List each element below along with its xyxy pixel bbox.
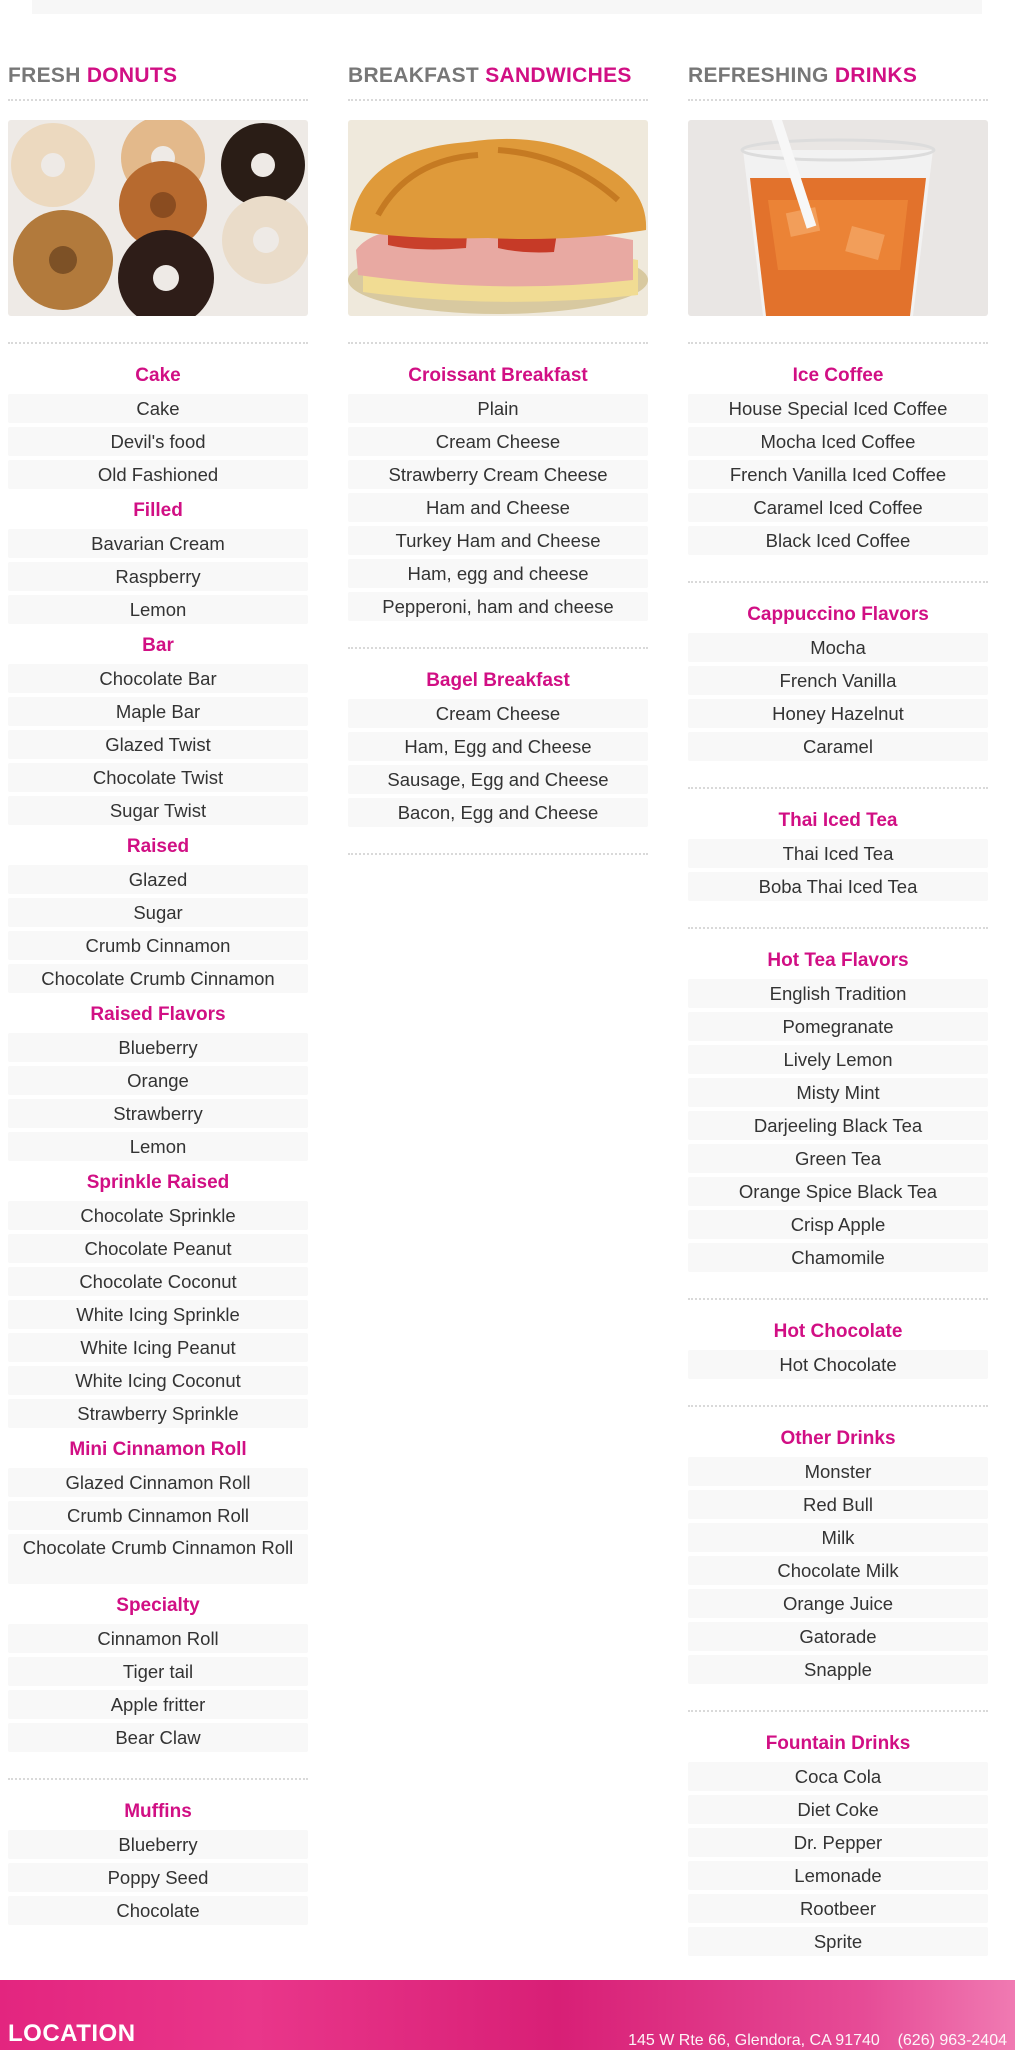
menu-item: Thai Iced Tea xyxy=(688,839,988,868)
menu-item: Ham, Egg and Cheese xyxy=(348,732,648,761)
menu-item: Chocolate Crumb Cinnamon Roll xyxy=(8,1534,308,1584)
menu-item: Boba Thai Iced Tea xyxy=(688,872,988,901)
menu-item: Turkey Ham and Cheese xyxy=(348,526,648,555)
section-heading: Ice Coffee xyxy=(792,365,884,386)
menu-item: Devil's food xyxy=(8,427,308,456)
divider xyxy=(348,342,648,344)
divider xyxy=(688,1710,988,1712)
menu-item: Chocolate Milk xyxy=(688,1556,988,1585)
menu-item: Crumb Cinnamon Roll xyxy=(8,1501,308,1530)
divider xyxy=(8,1778,308,1780)
section-list xyxy=(348,358,648,855)
menu-item: Chamomile xyxy=(688,1243,988,1272)
donuts-column xyxy=(8,60,308,1929)
menu-item: Maple Bar xyxy=(8,697,308,726)
section-heading: Bar xyxy=(142,635,174,656)
menu-item: Ham, egg and cheese xyxy=(348,559,648,588)
section-heading: Cake xyxy=(135,365,181,386)
menu-item: Lemonade xyxy=(688,1861,988,1890)
menu-item: Poppy Seed xyxy=(8,1863,308,1892)
section-heading: Muffins xyxy=(124,1801,192,1822)
menu-item: Pomegranate xyxy=(688,1012,988,1041)
menu-item: Mocha Iced Coffee xyxy=(688,427,988,456)
menu-item: Lemon xyxy=(8,1132,308,1161)
menu-item: Gatorade xyxy=(688,1622,988,1651)
donuts-photo xyxy=(8,120,308,316)
footer-contact xyxy=(628,2032,1007,2050)
menu-item: Ham and Cheese xyxy=(348,493,648,522)
sandwich-photo xyxy=(348,120,648,316)
menu-item: Orange Spice Black Tea xyxy=(688,1177,988,1206)
menu-item: Monster xyxy=(688,1457,988,1486)
phone-link[interactable]: (626) 963-2404 xyxy=(897,2032,1007,2049)
section-heading: Sprinkle Raised xyxy=(86,1172,230,1193)
menu-item: Crumb Cinnamon xyxy=(8,931,308,960)
menu-item: Bear Claw xyxy=(8,1723,308,1752)
section-heading: Raised Flavors xyxy=(90,1004,226,1025)
menu-item: Coca Cola xyxy=(688,1762,988,1791)
section-heading: Mini Cinnamon Roll xyxy=(69,1439,247,1460)
menu-item: Green Tea xyxy=(688,1144,988,1173)
section-heading: Croissant Breakfast xyxy=(408,365,588,386)
column-title: BREAKFAST SANDWICHES xyxy=(348,64,632,87)
menu-item: English Tradition xyxy=(688,979,988,1008)
menu-item: Black Iced Coffee xyxy=(688,526,988,555)
location-footer xyxy=(0,1980,1015,2050)
menu-item: Raspberry xyxy=(8,562,308,591)
menu-item: Darjeeling Black Tea xyxy=(688,1111,988,1140)
menu-item: Apple fritter xyxy=(8,1690,308,1719)
menu-item: Chocolate Coconut xyxy=(8,1267,308,1296)
section-heading: Hot Tea Flavors xyxy=(767,950,909,971)
menu-item: Strawberry xyxy=(8,1099,308,1128)
menu-item: Glazed Twist xyxy=(8,730,308,759)
menu-item: Chocolate Sprinkle xyxy=(8,1201,308,1230)
divider xyxy=(348,647,648,649)
menu-item: Strawberry Sprinkle xyxy=(8,1399,308,1428)
footer-title: LOCATION xyxy=(8,2020,136,2047)
section-heading: Cappuccino Flavors xyxy=(747,604,929,625)
divider xyxy=(8,342,308,344)
menu-item: Old Fashioned xyxy=(8,460,308,489)
column-title: FRESH DONUTS xyxy=(8,64,178,87)
menu-item: Mocha xyxy=(688,633,988,662)
menu-item: Strawberry Cream Cheese xyxy=(348,460,648,489)
menu-item: Plain xyxy=(348,394,648,423)
section-list xyxy=(688,358,988,1956)
menu-item: Chocolate Bar xyxy=(8,664,308,693)
section-heading: Fountain Drinks xyxy=(765,1733,911,1754)
divider xyxy=(8,99,308,101)
menu-item: Crisp Apple xyxy=(688,1210,988,1239)
menu-item: Blueberry xyxy=(8,1830,308,1859)
menu-item: Pepperoni, ham and cheese xyxy=(348,592,648,621)
menu-item: Orange Juice xyxy=(688,1589,988,1618)
section-heading: Hot Chocolate xyxy=(773,1321,903,1342)
menu-item: Diet Coke xyxy=(688,1795,988,1824)
menu-item: Dr. Pepper xyxy=(688,1828,988,1857)
menu-item: Glazed Cinnamon Roll xyxy=(8,1468,308,1497)
menu-item: Sugar xyxy=(8,898,308,927)
divider xyxy=(688,787,988,789)
section-heading: Specialty xyxy=(116,1595,200,1616)
menu-item: White Icing Coconut xyxy=(8,1366,308,1395)
menu-item: Cream Cheese xyxy=(348,427,648,456)
sandwiches-column xyxy=(348,60,648,869)
iced-tea-photo xyxy=(688,120,988,316)
menu-item: Snapple xyxy=(688,1655,988,1684)
divider xyxy=(348,853,648,855)
menu-item: Sausage, Egg and Cheese xyxy=(348,765,648,794)
menu-item: Chocolate Crumb Cinnamon xyxy=(8,964,308,993)
menu-item: Lemon xyxy=(8,595,308,624)
divider xyxy=(688,927,988,929)
divider xyxy=(688,1298,988,1300)
menu-item: Sugar Twist xyxy=(8,796,308,825)
menu-item: Bavarian Cream xyxy=(8,529,308,558)
menu-item: Bacon, Egg and Cheese xyxy=(348,798,648,827)
menu-item: Sprite xyxy=(688,1927,988,1956)
section-heading: Raised xyxy=(126,836,190,857)
top-strip xyxy=(32,0,982,14)
menu-item: Rootbeer xyxy=(688,1894,988,1923)
menu-item: Cream Cheese xyxy=(348,699,648,728)
menu-item: Misty Mint xyxy=(688,1078,988,1107)
menu-item: Honey Hazelnut xyxy=(688,699,988,728)
section-heading: Bagel Breakfast xyxy=(426,670,570,691)
menu-item: Chocolate xyxy=(8,1896,308,1925)
menu-item: Chocolate Peanut xyxy=(8,1234,308,1263)
menu-item: Caramel Iced Coffee xyxy=(688,493,988,522)
menu-item: Hot Chocolate xyxy=(688,1350,988,1379)
menu-item: Caramel xyxy=(688,732,988,761)
menu-item: Orange xyxy=(8,1066,308,1095)
menu-item: Cinnamon Roll xyxy=(8,1624,308,1653)
column-title: REFRESHING DRINKS xyxy=(688,64,918,87)
divider xyxy=(348,99,648,101)
section-list xyxy=(8,358,308,1925)
address-link[interactable]: 145 W Rte 66, Glendora, CA 91740 xyxy=(628,2032,880,2049)
divider xyxy=(688,581,988,583)
menu-item: Red Bull xyxy=(688,1490,988,1519)
menu-item: White Icing Sprinkle xyxy=(8,1300,308,1329)
menu-item: Glazed xyxy=(8,865,308,894)
menu-item: Lively Lemon xyxy=(688,1045,988,1074)
menu-item: French Vanilla xyxy=(688,666,988,695)
section-heading: Other Drinks xyxy=(780,1428,896,1449)
section-heading: Thai Iced Tea xyxy=(778,810,898,831)
menu-item: Cake xyxy=(8,394,308,423)
menu-item: Tiger tail xyxy=(8,1657,308,1686)
menu-item: Blueberry xyxy=(8,1033,308,1062)
menu-item: House Special Iced Coffee xyxy=(688,394,988,423)
divider xyxy=(688,1405,988,1407)
menu-item: French Vanilla Iced Coffee xyxy=(688,460,988,489)
divider xyxy=(688,342,988,344)
menu-item: White Icing Peanut xyxy=(8,1333,308,1362)
drinks-column xyxy=(688,60,988,1960)
menu-item: Chocolate Twist xyxy=(8,763,308,792)
section-heading: Filled xyxy=(133,500,183,521)
divider xyxy=(688,99,988,101)
menu-item: Milk xyxy=(688,1523,988,1552)
